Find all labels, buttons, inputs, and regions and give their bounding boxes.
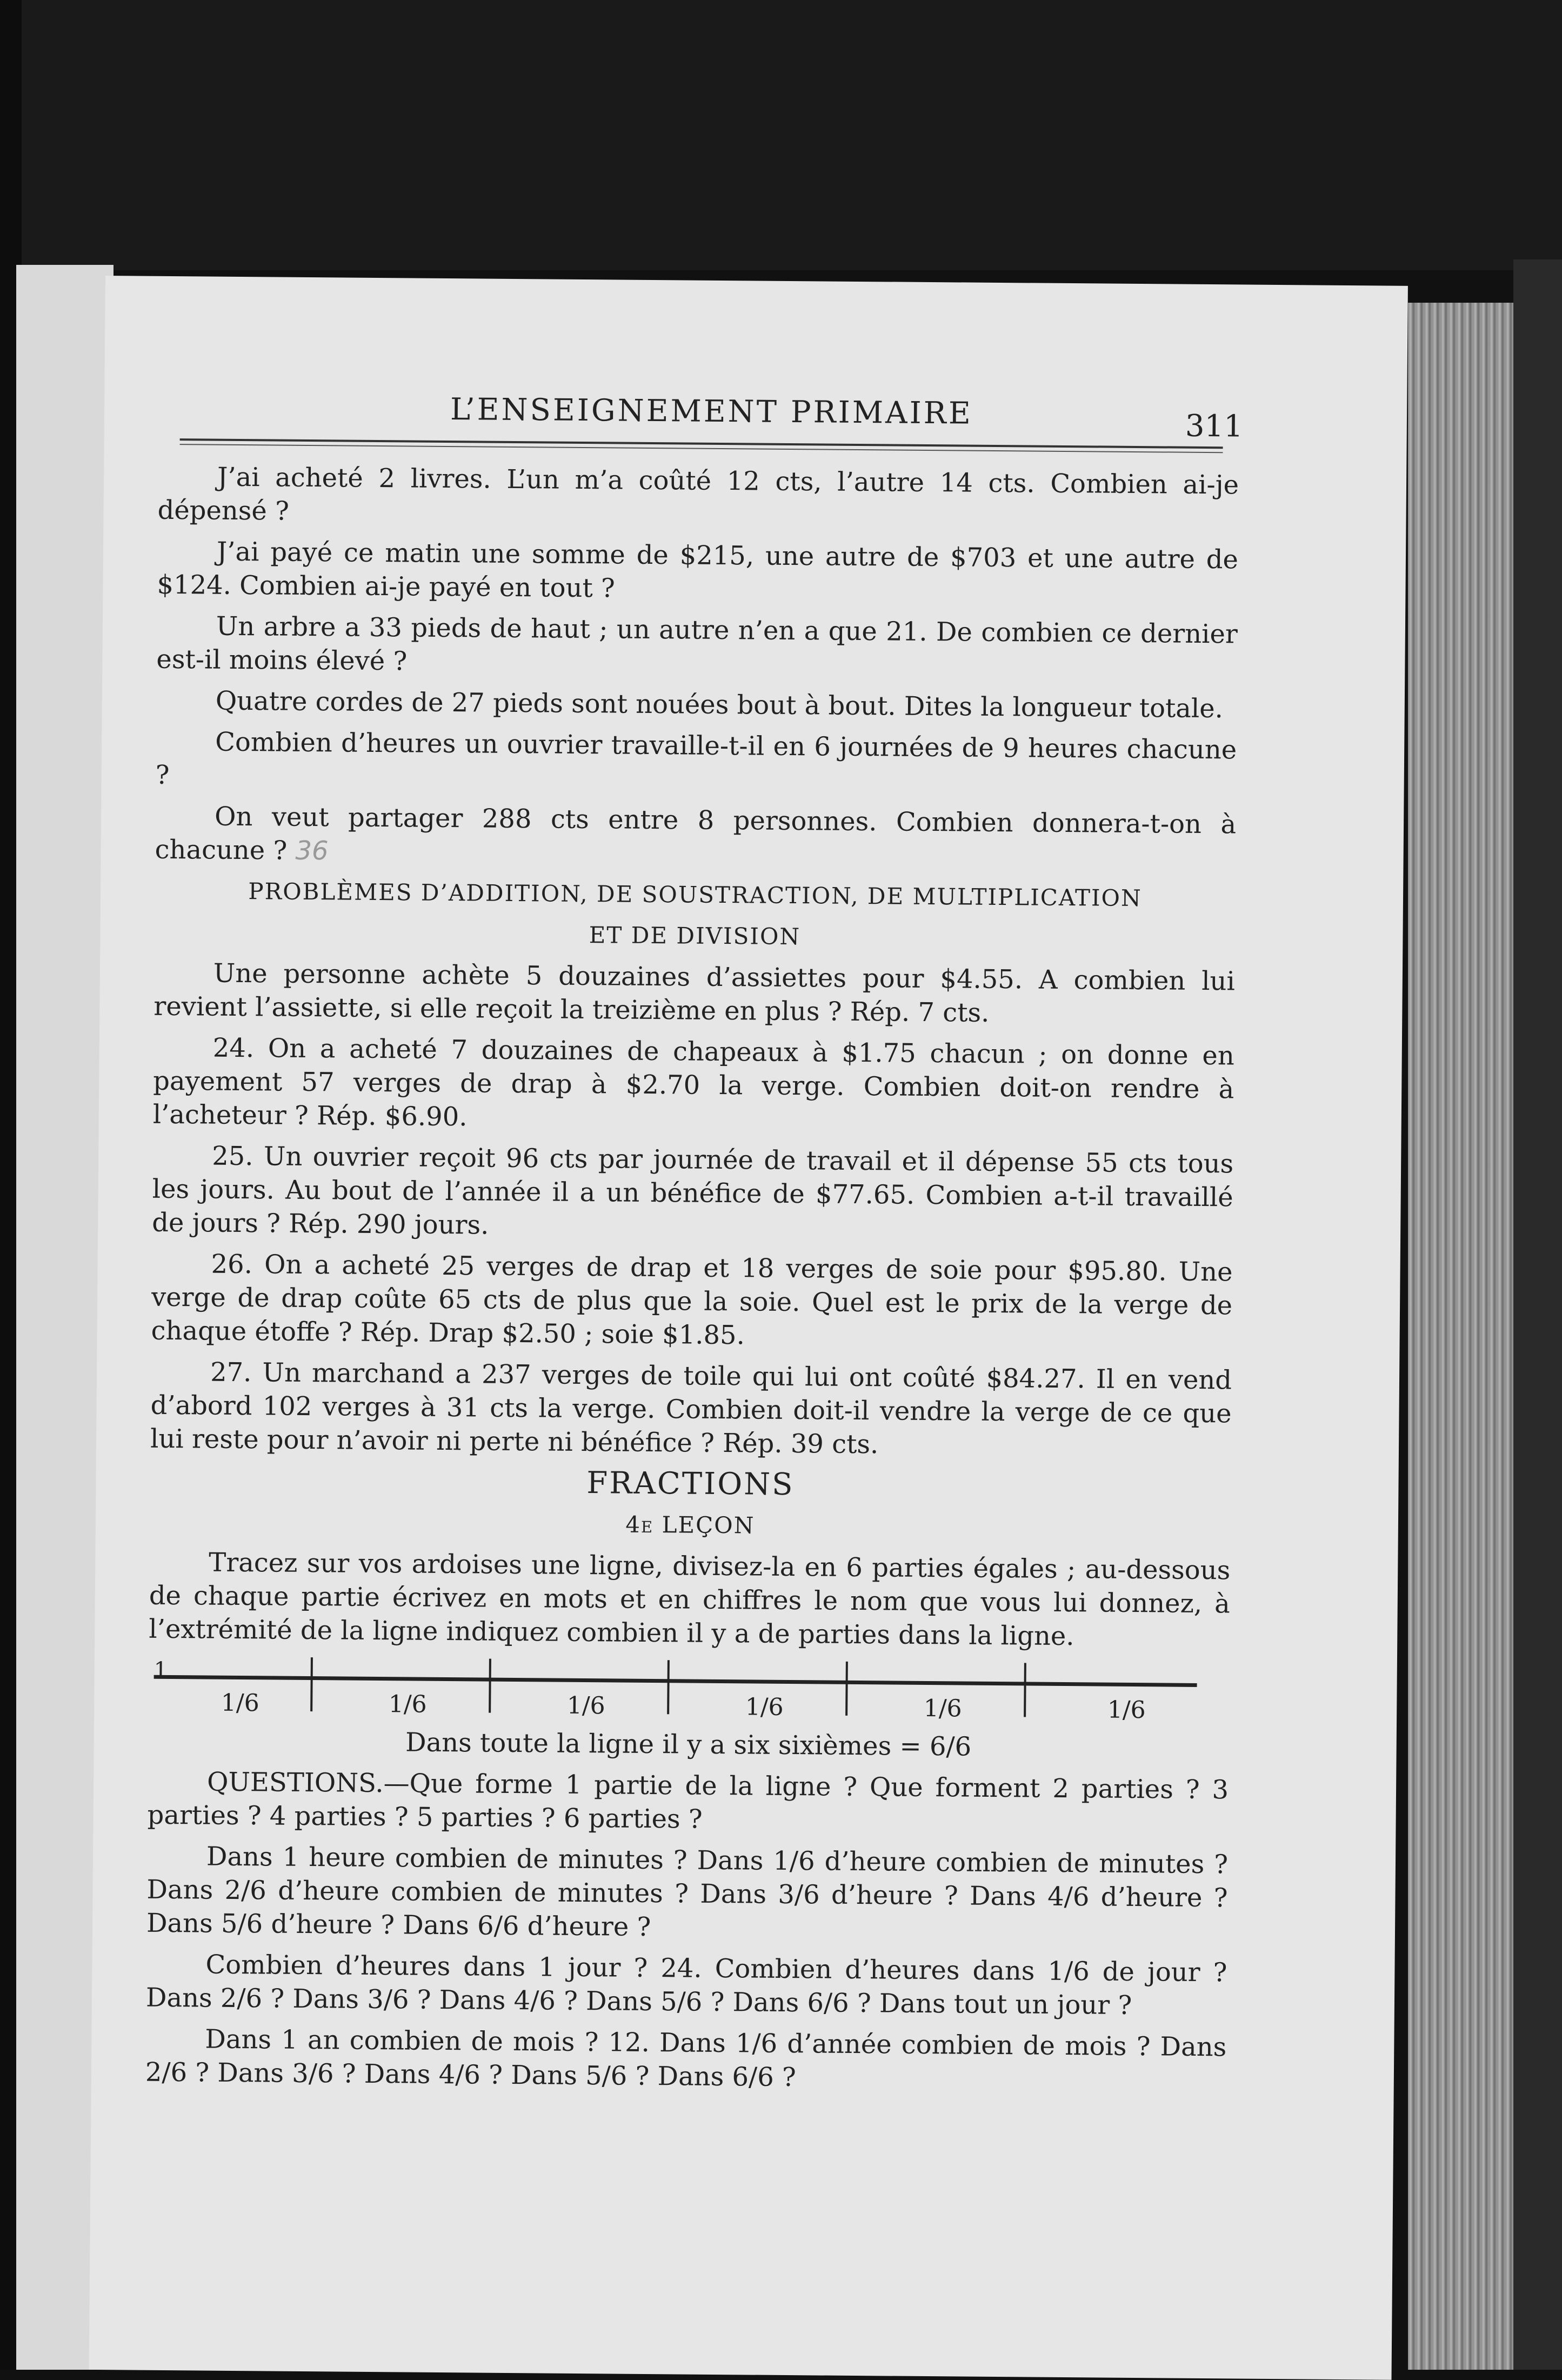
part-label: 1/6 — [221, 1689, 259, 1717]
question: QUESTIONS.—Que forme 1 partie de la ligne ? Que forment 2 parties ? 3 parties ? 4 parties ? 5 parties ? 6 parties ? — [147, 1766, 1229, 1835]
division-tick — [1024, 1663, 1026, 1717]
lesson-intro: Tracez sur vos ardoises une ligne, divisez-la en 6 parties égales ; au-dessous de chaque partie écrivez en mots et en chiffres le nom que vous lui donnez, à l’extrémité de la ligne indiquez combien il y a de parties dans la ligne. — [149, 1547, 1231, 1652]
part-label: 1/6 — [388, 1690, 427, 1718]
page-number: 311 — [1185, 408, 1244, 444]
page-body — [145, 460, 1239, 2105]
exercise: Combien d’heures un ouvrier travaille-t-il en 6 journées de 9 heures chacune ? — [155, 726, 1237, 790]
fractions-heading: FRACTIONS — [586, 1465, 795, 1503]
diagram-caption: Dans toute la ligne il y a six sixièmes = 6/6 — [405, 1727, 972, 1762]
division-tick — [845, 1662, 848, 1716]
problem: 27. Un marchand a 237 verges de toile qui lui ont coûté $84.27. Il en vend d’abord 102 verges à 31 cts la verge. Combien doit-il vendre la verge de ce que lui reste pour n’avoir ni perte ni bénéfice ? Rép. 39 cts. — [150, 1357, 1232, 1460]
exercise: J’ai acheté 2 livres. L’un m’a coûté 12 cts, l’autre 14 cts. Combien ai-je dépensé ? — [157, 462, 1239, 526]
exercise: On veut partager 288 cts entre 8 personnes. Combien donnera-t-on à chacune ? — [155, 801, 1237, 866]
section-heading-cont: ET DE DIVISION — [589, 922, 801, 950]
problem: 24. On a acheté 7 douzaines de chapeaux à $1.75 chacun ; on donne en payement 57 verges de drap à $2.70 la verge. Combien doit-on rendre à l’acheteur ? Rép. $6.90. — [152, 1032, 1234, 1132]
division-tick — [667, 1660, 670, 1714]
section-heading: PROBLÈMES D’ADDITION, DE SOUSTRACTION, DE MULTIPLICATION — [248, 878, 1142, 912]
division-tick — [489, 1659, 491, 1713]
part-label: 1/6 — [745, 1693, 784, 1721]
question: Dans 1 an combien de mois ? 12. Dans 1/6 d’année combien de mois ? Dans 2/6 ? Dans 3/6 ? Dans 4/6 ? Dans 5/6 ? Dans 6/6 ? — [145, 2024, 1227, 2093]
book-page — [89, 276, 1408, 2380]
header-rule — [180, 438, 1223, 449]
exercise: Un arbre a 33 pieds de haut ; un autre n’en a que 21. De combien ce dernier est-il moins élevé ? — [156, 611, 1238, 677]
photo-background-top — [0, 0, 1562, 270]
running-head: L’ENSEIGNEMENT PRIMAIRE — [450, 392, 973, 431]
part-label: 1/6 — [1107, 1696, 1146, 1724]
exercise-with-note — [155, 799, 1236, 875]
question: Dans 1 heure combien de minutes ? Dans 1/6 d’heure combien de minutes ? Dans 2/6 d’heure combien de minutes ? Dans 3/6 d’heure ? Dans 4/6 d’heure ? Dans 5/6 d’heure ? Dans 6/6 d’heure ? — [146, 1841, 1229, 1943]
exercise: J’ai payé ce matin une somme de $215, une autre de $703 et une autre de $124. Combien ai-je payé en tout ? — [157, 536, 1239, 604]
fraction-line-diagram — [148, 1654, 1203, 1726]
question: Combien d’heures dans 1 jour ? 24. Combien d’heures dans 1/6 de jour ? Dans 2/6 ? Dans 3/6 ? Dans 4/6 ? Dans 5/6 ? Dans 6/6 ? Dans tout un jour ? — [145, 1949, 1227, 2021]
part-label: 1/6 — [566, 1691, 605, 1720]
problem: 26. On a acheté 25 verges de drap et 18 verges de soie pour $95.80. Une verge de drap coûte 65 cts de plus que la soie. Quel est le prix de la verge de chaque étoffe ? Rép. Drap $2.50 ; soie $1.85. — [151, 1249, 1233, 1351]
division-tick — [310, 1657, 313, 1711]
pencil-annotation: 36 — [295, 835, 329, 866]
part-label: 1/6 — [923, 1694, 962, 1723]
problem: 25. Un ouvrier reçoit 96 cts par journée de travail et il dépense 55 cts tous les jours. Au bout de l’année il a un bénéfice de $77.65. Combien a-t-il travaillé de jours ? Rép. 290 jours. — [152, 1141, 1234, 1241]
problem: Une personne achète 5 douzaines d’assiettes pour $4.55. A combien lui revient l’assiette, si elle reçoit la treizième en plus ? Rép. 7 cts. — [153, 958, 1236, 1028]
lesson-heading: 4e LEÇON — [625, 1511, 755, 1539]
line-start-label: 1 — [153, 1657, 168, 1683]
photo-background-right — [1513, 259, 1562, 2370]
exercise: Quatre cordes de 27 pieds sont nouées bout à bout. Dites la longueur totale. — [215, 685, 1224, 724]
book-page-edges — [1408, 303, 1516, 2370]
